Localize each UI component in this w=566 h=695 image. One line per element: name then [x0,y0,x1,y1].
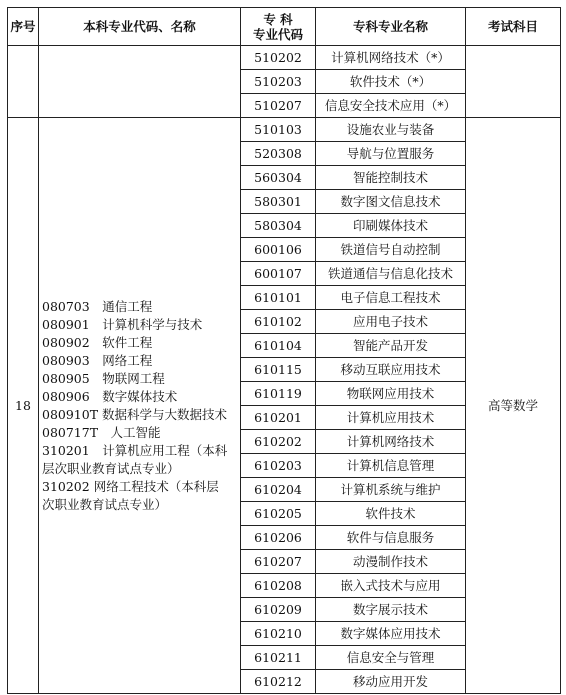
name-cell: 动漫制作技术 [316,550,466,574]
code-cell: 610205 [241,502,316,526]
header-code [241,8,316,46]
header-row [8,8,561,46]
code-cell: 610211 [241,646,316,670]
index-cell: 18 [8,118,39,694]
bachelor-major-line: 080902 软件工程 [42,334,153,350]
major-table [7,7,561,694]
name-cell: 设施农业与装备 [316,118,466,142]
name-cell: 计算机网络技术（*） [316,46,466,70]
bachelor-major-line: 080905 物联网工程 [42,370,165,386]
code-cell: 610115 [241,358,316,382]
name-cell: 铁道通信与信息化技术 [316,262,466,286]
bachelor-major-line: 080901 计算机科学与技术 [42,316,203,332]
code-cell: 560304 [241,166,316,190]
name-cell: 软件与信息服务 [316,526,466,550]
code-cell: 610203 [241,454,316,478]
code-cell: 610212 [241,670,316,694]
name-cell: 数字媒体应用技术 [316,622,466,646]
code-cell: 510103 [241,118,316,142]
code-cell: 610119 [241,382,316,406]
name-cell: 数字图文信息技术 [316,190,466,214]
header-name: 专科专业名称 [316,8,466,46]
name-cell: 智能控制技术 [316,166,466,190]
code-cell: 610207 [241,550,316,574]
code-cell: 610210 [241,622,316,646]
name-cell: 导航与位置服务 [316,142,466,166]
bachelor-major-line: 层次职业教育试点专业） [42,460,180,476]
name-cell: 计算机信息管理 [316,454,466,478]
name-cell: 智能产品开发 [316,334,466,358]
header-bachelor: 本科专业代码、名称 [39,8,241,46]
header-subject: 考试科目 [466,8,561,46]
name-cell: 移动应用开发 [316,670,466,694]
name-cell: 应用电子技术 [316,310,466,334]
bachelor-major-line: 080717T 人工智能 [42,424,161,440]
bachelor-cell-empty [39,46,241,118]
header-code-line1: 专 科 [263,11,293,27]
code-cell: 510202 [241,46,316,70]
code-cell: 610101 [241,286,316,310]
name-cell: 信息安全技术应用（*） [316,94,466,118]
code-cell: 510207 [241,94,316,118]
name-cell: 计算机系统与维护 [316,478,466,502]
bachelor-major-line: 080903 网络工程 [42,352,153,368]
header-code-line2: 专业代码 [252,26,303,42]
name-cell: 数字展示技术 [316,598,466,622]
code-cell: 610102 [241,310,316,334]
code-cell: 610209 [241,598,316,622]
name-cell: 电子信息工程技术 [316,286,466,310]
bachelor-major-line: 310202 网络工程技术（本科层 [42,478,219,494]
bachelor-major-line: 080703 通信工程 [42,298,153,314]
bachelor-major-line: 次职业教育试点专业） [42,496,168,512]
index-cell-empty [8,46,39,118]
bachelor-major-line: 080910T 数据科学与大数据技术 [42,406,228,422]
code-cell: 610201 [241,406,316,430]
name-cell: 软件技术 [316,502,466,526]
bachelor-majors-cell [39,118,241,694]
name-cell: 软件技术（*） [316,70,466,94]
code-cell: 610206 [241,526,316,550]
code-cell: 610204 [241,478,316,502]
name-cell: 移动互联应用技术 [316,358,466,382]
subject-cell-empty [466,46,561,118]
name-cell: 信息安全与管理 [316,646,466,670]
code-cell: 610208 [241,574,316,598]
table-row [8,46,561,70]
code-cell: 580304 [241,214,316,238]
code-cell: 510203 [241,70,316,94]
name-cell: 印刷媒体技术 [316,214,466,238]
subject-cell: 高等数学 [466,118,561,694]
code-cell: 600107 [241,262,316,286]
bachelor-major-line: 080906 数字媒体技术 [42,388,178,404]
bachelor-major-line: 310201 计算机应用工程（本科 [42,442,228,458]
table-row [8,118,561,142]
name-cell: 铁道信号自动控制 [316,238,466,262]
code-cell: 520308 [241,142,316,166]
code-cell: 610202 [241,430,316,454]
name-cell: 物联网应用技术 [316,382,466,406]
header-index: 序号 [8,8,39,46]
name-cell: 计算机网络技术 [316,430,466,454]
name-cell: 计算机应用技术 [316,406,466,430]
table-body [8,46,561,694]
code-cell: 600106 [241,238,316,262]
name-cell: 嵌入式技术与应用 [316,574,466,598]
code-cell: 610104 [241,334,316,358]
code-cell: 580301 [241,190,316,214]
